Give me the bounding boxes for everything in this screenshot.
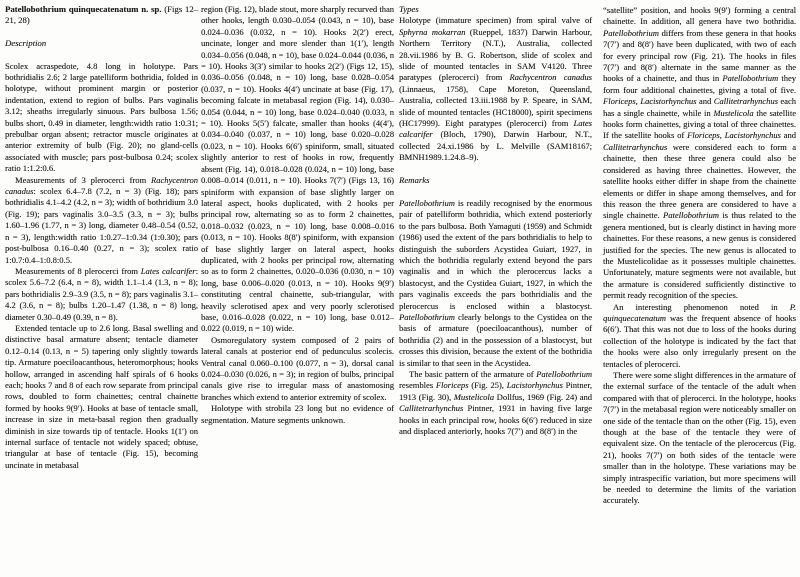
paragraph-chainette-comparison — [603, 5, 796, 302]
text-run: Holotype (immature specimen) from spiral valve of — [399, 15, 592, 26]
paragraph-armature-pattern — [399, 369, 592, 437]
text-run: : scolex 5.6–7.2 (6.4, n = 8), width 1.1–1.4 (1.3, n = 8); pars bothridialis 2.9–3.9 (3.5, n = 8); pars vaginalis 3.1–4.2 (3.6, n = 8); bulbs 1.20–1.47 (1.38, n = 8) long, diameter 0.30–0.49 (0.39, n = 8). — [5, 265, 198, 322]
text-run: region (Fig. 12), blade stout, more sharply recurved than other hooks, length 0.030–0.054 (0.043, n = 10), base 0.024–0.036 (0.032, n = 10). Hooks 2(2′) erect, uncinate, longer and more slender than 1(1′), length 0.034–0.056 (0.048, n = 10), base 0.024–0.044 (0.036, n = 10). Hooks 3(3′) similar to hooks 2(2′) (Figs 12, 15), 0.036–0.056 (0.048, n = 10) long, base 0.028–0.054 (0.037, n = 10). Hooks 4(4′) uncinate at base (Fig. 17), becoming falcate in metabasal region (Fig. 14), 0.030–0.054 (0.044, n = 10) long, base 0.024–0.040 (0.033, n = 10). Hooks 5(5′) falcate, smaller than hooks (4(4′), 0.034–0.040 (0.037, n = 10) long, base 0.020–0.028 (0.023, n = 10). Hooks 6(6′) spiniform, small, situated slightly anterior to rest of hooks in row, frequently absent (Fig. 14), 0.018–0.028 (0.024, n = 10) long, base 0.008–0.014 (0.011, n = 10). Hooks 7(7′) (Figs 13, 16) spiniform with expansion of base slightly larger on lateral aspect, hooks duplicated, with 2 hooks per principal row, alternating so as to form 2 chainettes, 0.018–0.032 (0.023, n = 10) long, base 0.008–0.016 (0.013, n = 10). Hooks 8(8′) spiniform, with expansion of base slightly larger on lateral aspect, hooks duplicated, with 2 hooks per principal row, alternating so as to form 2 chainettes, 0.020–0.036 (0.030, n = 10) long, base 0.006–0.020 (0.013, n = 10). Hooks 9(9′) constituting central chainette, sub-triangular, with heavily sclerotised apex and very poorly sclerotised base, 0.016–0.028 (0.022, n = 10) long, base 0.012–0.022 (0.019, n = 10) wide. — [201, 4, 394, 334]
text-run: they form four additional chainettes, giving a total of five. — [603, 73, 797, 95]
text-run: Scolex acraspedote, 4.8 long in holotype. Pars bothridialis 2.6; 2 large patelliform bothridia, folded in holotype, without prominent margin or posterior indentation, extend to region of bulbs. Pars vaginalis 3.12; sheaths irregularly sinuous. Pars bulbosa 1.56; bulbs short, 0.49 in diameter, length:width ratio 1:0.31; prebulbar organ absent; retractor muscle originates at anterior extremity of bulb (Fig. 20); no gland-cells associated with muscle; pars post-bulbosa 0.24; scolex ratio 1:1.2:0.6. — [5, 60, 198, 174]
italic-taxon-run: Floriceps — [603, 96, 636, 107]
italic-taxon-run: Lates calcarifer — [140, 265, 196, 276]
paragraph-hook-descriptions — [201, 4, 394, 335]
text-column-2 — [201, 4, 394, 426]
text-run: The basic pattern of the armature of — [409, 368, 537, 379]
text-run: was the frequent absence of hooks 6(6′). That this was not due to loss of the hooks during collection of the holotype is indicated by the fact that the hooks were also only irregularly present on the tentacles of plerocerci. — [603, 312, 796, 369]
italic-taxon-run: Lacistorhynchus — [724, 130, 781, 141]
italic-taxon-run: Patellobothrium — [722, 73, 779, 84]
paragraph-tentacle-armature — [5, 323, 198, 471]
text-column-4 — [603, 5, 796, 507]
paragraph-measurements-rachycentron — [5, 175, 198, 266]
text-run: differs from these genera in that hooks 7(7′) and 8(8′) have been duplicated, with two of each for every principal row (Fig. 21). The hooks in files 7(7′) and 8(8′) alternate in the same manner as the hooks of a chainette, and thus in — [603, 27, 796, 84]
species-title — [5, 4, 198, 27]
text-run: Osmoregulatory system composed of 2 pairs of lateral canals at posterior end of pedunculus scolecis. Ventral canal 0.060–0.100 (0.077, n = 3), dorsal canal 0.024–0.030 (0.026, n = 3); in region of bulbs, principal canals give rise to irregular mass of anastomosing branches which extend to anterior extremity of scolex. — [201, 334, 394, 402]
italic-taxon-run: Floriceps — [687, 130, 720, 141]
italic-taxon-run: Rachycentron canadus — [509, 72, 592, 83]
italic-taxon-run: Patellobothrium — [536, 368, 592, 379]
text-column-1 — [5, 4, 198, 471]
text-run: were considered each to form a chainette, then these three genera could also be considered as having three chainettes. However, the satellite hooks either differ in shape from the chainette elements or differ in shape among themselves, and for this reason the three genera are considered to have a single chainette. — [603, 141, 796, 221]
bold-run: Patellobothrium quinquecatenatum n. sp. — [5, 4, 162, 14]
text-run: Measurements of 3 plerocerci from — [15, 174, 151, 185]
text-run: resembles — [399, 380, 436, 391]
italic-taxon-run: Mustelicola — [453, 391, 495, 402]
text-run: Dollfus, 1969 (Fig. 24) and — [494, 391, 592, 402]
text-run: (Fig. 25), — [468, 380, 507, 391]
text-run: the satellite hooks form chainettes, giving a total of three chainettes. If the satellite hooks of — [603, 107, 796, 141]
text-run: and — [696, 96, 714, 107]
italic-taxon-run: Callitetrarhynchus — [399, 403, 464, 414]
text-run: (Linnaeus, 1758), Cape Moreton, Queensland, Australia, collected 13.iii.1988 by P. Speare, in SAM, slide of mounted tentacles (HC18000), spirit specimens (HC17999). Eight paratypes (plerocerci) from — [399, 83, 592, 129]
italic-taxon-run: Patellobothrium — [663, 210, 719, 221]
text-run: (Figs 12–21, 28) — [5, 4, 198, 26]
text-run: There were some slight differences in the armature of the external surface of the tentacle of the adult when compared with that of plerocerci. In the holotype, hooks 7(7′) in the metabasal region were noticeably smaller on one side of the tentacle than on the other (Fig. 15), even though at the base of the tentacle they were of equivalent size. On the tentacle of the plerocercus (Fig. 21), hooks 7(7′) on both sides of the tentacle were smaller than in the holotype. These variations may be simply intraspecific variation, but more specimens will be needed to determine the limits of the variation accurately. — [603, 370, 796, 506]
paragraph-hooks-absence — [603, 302, 796, 370]
text-run: Measurements of 8 plerocerci from — [15, 265, 141, 276]
italic-taxon-run: Callitetrarhynchus — [713, 96, 778, 107]
italic-taxon-run: Lacistorhynchus — [640, 96, 697, 107]
text-run: Holotype with strobila 23 long but no evidence of segmentation. Mature segments unknown. — [201, 403, 394, 425]
text-run: (Rueppel, 1837) Darwin Harbour, Northern Territory (N.T.), Australia, collected 28.vii.1986 by B. G. Robertson, slide of scolex and slide of mounted tentacles in SAM V4120. Three paratypes (plerocerci) from — [399, 26, 592, 83]
italic-taxon-run: Patellobothrium — [603, 27, 659, 38]
section-heading-remarks: Remarks — [399, 175, 430, 186]
text-run: Extended tentacle up to 2.6 long. Basal swelling and distinctive basal armature absent; tentacle diameter 0.12–0.14 (0.13, n = 5) tapering only slightly towards tip. Armature poeciloacanthous, heteromorphous; hooks hollow, arranged in ascending half spirals of 6 hooks each; hooks 7 and 8 of each row separate from principal rows, doubled to form chainettes; central chainette formed by hooks 9(9′). Hooks at base of tentacle small, increase in size in meta-basal region then gradually diminish in size towards tip of tentacle. Hooks 1(1′) on internal surface of tentacle not widely spaced; obtuse, triangular at base of tentacle (Fig. 15), becoming uncinate in metabasal — [5, 322, 198, 470]
section-heading-description: Description — [5, 37, 47, 48]
paragraph-remarks-recognition — [399, 198, 592, 369]
italic-taxon-run: Patellobothrium — [399, 197, 455, 208]
text-run: each has a single chainette, while in — [603, 96, 796, 118]
paragraph-scolex-description — [5, 61, 198, 175]
text-run: (Bloch, 1790), Darwin Harbour, N.T., collected 24.xi.1986 by L. Melville (SAM18167; BMNH1989.1.24.8–9). — [399, 129, 592, 163]
italic-taxon-run: Lacistorhynchus — [506, 380, 563, 391]
text-run: and — [780, 130, 796, 141]
text-run: , — [719, 130, 725, 141]
italic-taxon-run: P. quinquecatenatum — [603, 301, 796, 323]
italic-taxon-run: Rachycentron canadus — [5, 174, 198, 197]
text-run: Pintner, 1931 in having five large hooks in each principal row, hooks 6(6′) reduced in size and displaced anteriorly, hooks 7(7′) and 8(8′) in the — [399, 403, 592, 436]
text-run: clearly belongs to the Cystidea on the basis of armature (poeciloacanthous), number of bothridia (2) and in the possession of a blastocyst, but crosses this division, because the extent of the bothridia is similar to that seen in the Acystidea. — [399, 311, 592, 368]
paragraph-armature-differences — [603, 370, 796, 507]
text-run: “satellite” position, and hooks 9(9′) forming a central chainette. In addition, all genera have two bothridia. — [603, 5, 796, 27]
text-run: is thus related to the genera mentioned, but is clearly distinct in having more chainettes. For these reasons, a new genus is considered justified for the species. The new genus is allocated to the Mustelicolidae as it possesses multiple chainettes. Unfortunately, mature segments were not available, but the armature is considered sufficiently distinctive to permit ready recognition of the species. — [603, 210, 796, 301]
paragraph-holotype-strobila — [201, 403, 394, 426]
paragraph-osmoregulatory-system — [201, 335, 394, 403]
text-run: , — [635, 96, 641, 107]
text-run: An interesting phenomenon noted in — [613, 301, 790, 312]
text-run: is readily recognised by the enormous pair of patelliform bothridia, which extend posteriorly to the pars bulbosa. Both Yamaguti (1959) and Schmidt (1986) used the extent of the pars bothridialis to help to distinguish the suborders Acystidea Guiart, 1927, in which the bothridia regularly extend beyond the pars vaginalis and in which the plerocercus lacks a blastocyst, and the Cystidea Guiart, 1927, in which the pars vaginalis exceeds the pars bothridialis and the plerocercus is enclosed within a blastocyst. — [399, 197, 592, 311]
italic-taxon-run: Floriceps — [435, 380, 469, 391]
section-heading-types: Types — [399, 4, 419, 14]
italic-taxon-run: Lates calcarifer — [399, 118, 592, 140]
paragraph-type-specimens — [399, 15, 592, 163]
italic-taxon-run: Sphyrna mokarran — [399, 26, 466, 37]
text-run: : scolex 6.4–7.8 (7.2, n = 3) (Fig. 18); pars bothridialis 4.1–4.2 (4.2, n = 3); width of bothridium 3.0 (Fig. 19); pars vaginalis 3.0–3.5 (3.3, n = 3); bulbs 1.60–1.96 (1.77, n = 3) long, diameter 0.48–0.54 (0.52, n = 3), length:width ratio 1:0.27–1:0.34 (1:0.30); pars post-bulbosa 0.16–0.40 (0.27, n = 3); scolex ratio 1:0.7:0.4–1:0.8:0.5. — [5, 186, 198, 265]
paragraph-measurements-lates — [5, 266, 198, 323]
text-column-3 — [399, 4, 592, 437]
italic-taxon-run: Mustelicola — [713, 107, 754, 118]
text-run: Pintner, 1913 (Fig. 30), — [399, 380, 593, 402]
italic-taxon-run: Callitetrarhynchus — [603, 141, 668, 152]
italic-taxon-run: Patellobothrium — [399, 311, 455, 322]
